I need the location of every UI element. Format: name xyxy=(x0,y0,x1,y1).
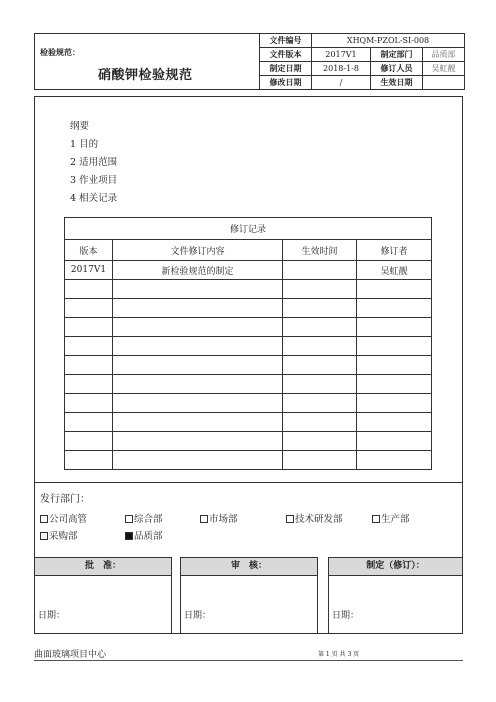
outline-item-purpose: 1 目的 xyxy=(70,139,99,150)
table-row xyxy=(65,394,432,413)
doc-no-label: 文件编号 xyxy=(260,34,312,48)
dept-option-general[interactable] xyxy=(125,511,163,525)
draft-box xyxy=(328,557,463,634)
standard-label: 检验规范： xyxy=(40,48,80,57)
table-row xyxy=(65,261,432,280)
effective-date-label: 生效日期 xyxy=(371,76,423,90)
dept-label: 公司高管 xyxy=(49,514,88,525)
revision-caption: 修订记录 xyxy=(65,218,432,240)
dept-label: 技术研发部 xyxy=(295,514,343,525)
draft-label: 制定（修订）： xyxy=(329,558,462,576)
approve-box xyxy=(34,557,172,634)
table-row xyxy=(65,451,432,470)
footer-page-number: 第 1 页 共 3 页 xyxy=(318,651,360,658)
frame-divider xyxy=(34,482,463,483)
checkbox-icon[interactable] xyxy=(40,515,48,523)
footer-org: 曲面玻璃项目中心 xyxy=(34,650,107,660)
version-value: 2017V1 xyxy=(312,48,371,62)
checkbox-icon[interactable] xyxy=(372,515,380,523)
dept-option-marketing[interactable] xyxy=(200,511,238,525)
cell-version: 2017V1 xyxy=(65,261,113,280)
reviser-label: 修订人员 xyxy=(371,62,423,76)
dept-label: 生产部 xyxy=(381,514,410,525)
review-box xyxy=(180,557,318,634)
footer-rule xyxy=(34,660,463,661)
modify-date-label: 修改日期 xyxy=(260,76,312,90)
dept-label: 品质部 xyxy=(134,531,163,542)
checkbox-icon[interactable] xyxy=(40,532,48,540)
table-row xyxy=(65,356,432,375)
made-date-value: 2018-1-8 xyxy=(312,62,371,76)
outline-item-records: 4 相关记录 xyxy=(70,193,118,204)
table-row xyxy=(65,432,432,451)
outline-heading: 纲要 xyxy=(70,121,90,132)
review-label: 审 核： xyxy=(181,558,317,576)
dept-label: 制定部门 xyxy=(371,48,423,62)
table-row xyxy=(65,375,432,394)
checkbox-icon[interactable] xyxy=(200,515,208,523)
effective-date-value xyxy=(423,76,465,90)
cell-effective-time xyxy=(283,261,357,280)
dept-option-executives[interactable] xyxy=(40,511,87,525)
dept-option-purchasing[interactable] xyxy=(40,528,78,542)
doc-no-value: XHQM-PZOL-SI-008 xyxy=(312,34,465,48)
dept-option-rnd[interactable] xyxy=(286,511,343,525)
revision-table xyxy=(64,217,432,470)
dept-label: 采购部 xyxy=(49,531,78,542)
col-reviser: 修订者 xyxy=(357,240,432,261)
distribution-title: 发行部门： xyxy=(40,494,90,505)
reviser-value: 吴虹靓 xyxy=(423,62,465,76)
table-row xyxy=(65,299,432,318)
approve-label: 批 准： xyxy=(35,558,171,576)
document-title: 硝酸钾检验规范 xyxy=(98,68,193,83)
approve-date-label: 日期： xyxy=(38,611,66,621)
dept-option-production[interactable] xyxy=(372,511,410,525)
dept-option-quality[interactable] xyxy=(125,528,163,542)
outline xyxy=(70,118,117,208)
table-row xyxy=(65,413,432,432)
dept-label: 综合部 xyxy=(134,514,163,525)
document-header-table xyxy=(34,33,465,90)
header-title-cell xyxy=(35,34,260,90)
made-date-label: 制定日期 xyxy=(260,62,312,76)
version-label: 文件版本 xyxy=(260,48,312,62)
checkbox-checked-icon[interactable] xyxy=(125,532,133,540)
dept-label: 市场部 xyxy=(209,514,238,525)
cell-reviser: 吴虹靓 xyxy=(357,261,432,280)
review-date-label: 日期： xyxy=(184,611,212,621)
outline-item-operations: 3 作业项目 xyxy=(70,175,118,186)
col-content: 文件修订内容 xyxy=(113,240,283,261)
modify-date-value: / xyxy=(312,76,371,90)
checkbox-icon[interactable] xyxy=(125,515,133,523)
outline-item-scope: 2 适用范围 xyxy=(70,157,118,168)
table-row xyxy=(65,337,432,356)
checkbox-icon[interactable] xyxy=(286,515,294,523)
col-effective-time: 生效时间 xyxy=(283,240,357,261)
col-version: 版本 xyxy=(65,240,113,261)
table-row xyxy=(65,280,432,299)
table-row xyxy=(65,318,432,337)
dept-value: 品质部 xyxy=(423,48,465,62)
cell-content: 新检验规范的制定 xyxy=(113,261,283,280)
draft-date-label: 日期： xyxy=(332,611,360,621)
